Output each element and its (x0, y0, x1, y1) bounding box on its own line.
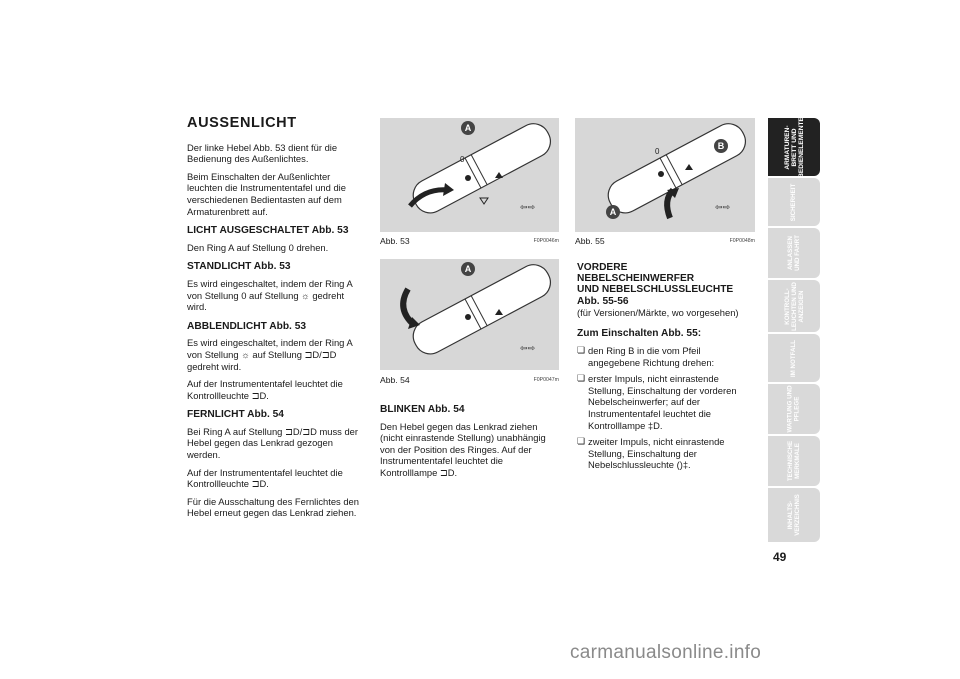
heading-abblendlicht: ABBLENDLICHT Abb. 53 (187, 320, 307, 332)
left-column (187, 115, 365, 525)
tab-technische-merkmale[interactable]: TECHNISCHE MERKMALE (768, 436, 820, 486)
figure-55-code: F0P0048m (729, 238, 755, 244)
svg-text:0: 0 (655, 147, 660, 156)
lever-illustration (575, 118, 755, 232)
intro-paragraph-1: Der linke Hebel Abb. 53 dient für die Bedienung des Außenlichtes. (187, 141, 338, 165)
tab-sicherheit[interactable]: SICHERHEIT (768, 178, 820, 226)
page-number: 49 (773, 550, 787, 564)
paragraph-blinken: Den Hebel gegen das Lenkrad ziehen (nicht einrastende Stellung) unabhängig von der Position des Ringes. Auf der Instrumententafel leuchtet die Kontrolllampe ⊐D. (380, 420, 546, 478)
heading-nebel-line-2: NEBELSCHEINWERFER (577, 273, 695, 285)
svg-text:0: 0 (460, 155, 465, 164)
heading-standlicht: STANDLICHT Abb. 53 (187, 261, 291, 273)
svg-text:A: A (464, 123, 472, 133)
list-item: ❏ erster Impuls, nicht einrastende Stellung, Einschaltung der vorderen Nebelscheinwerfer; auf der Instrumententafel leuchtet die Kontrolllampe ‡D. (577, 373, 755, 431)
tab-im-notfall[interactable]: IM NOTFALL (768, 334, 820, 382)
step-list (577, 345, 755, 471)
svg-text:A: A (464, 264, 472, 274)
heading-nebel-line-4: Abb. 55-56 (577, 295, 629, 307)
tab-wartung[interactable]: WARTUNG UND PFLEGE (768, 384, 820, 434)
intro-paragraph-2: Beim Einschalten der Außenlichter leuchten die Instrumententafel und die verschiedenen Bedientasten auf dem Armaturenbrett auf. (187, 170, 346, 217)
paragraph-licht-aus: Den Ring A auf Stellung 0 drehen. (187, 241, 329, 253)
figure-55-caption: Abb. 55 (575, 236, 605, 246)
figure-54-code: F0P0047m (533, 377, 559, 383)
list-item: ❏ den Ring B in die vom Pfeil angegebene Richtung drehen: (577, 345, 755, 368)
lever-illustration (380, 118, 559, 232)
paragraph-fernlicht-3: Für die Ausschaltung des Fernlichtes den Hebel erneut gegen das Lenkrad ziehen. (187, 495, 359, 519)
paragraph-fernlicht-1: Bei Ring A auf Stellung ⊐D/⊐D muss der Hebel gegen das Lenkrad gezogen werden. (187, 425, 358, 461)
figure-54-caption: Abb. 54 (380, 375, 410, 385)
svg-text:A: A (609, 207, 617, 217)
heading-blinken: BLINKEN Abb. 54 (380, 404, 465, 415)
lever-illustration (380, 259, 559, 370)
heading-nebel-line-3: UND NEBELSCHLUSSLEUCHTE (577, 284, 734, 296)
section-title: AUSSENLICHT (187, 115, 297, 131)
tab-kontrollleuchten[interactable]: KONTROLL- LEUCHTEN UND ANZEIGEN (768, 280, 820, 332)
watermark: carmanualsonline.info (570, 642, 762, 663)
list-item: ❏ zweiter Impuls, nicht einrastende Stellung, Einschaltung der Nebelschlussleuchte ()‡. (577, 436, 755, 471)
middle-column (380, 404, 560, 485)
figure-55 (575, 118, 755, 246)
heading-nebel-line-1: VORDERE (577, 262, 628, 273)
tab-inhaltsverzeichnis[interactable]: INHALTS- VERZEICHNIS (768, 488, 820, 542)
heading-fernlicht: FERNLICHT Abb. 54 (187, 409, 284, 421)
paragraph-abblendlicht-2: Auf der Instrumententafel leuchtet die Kontrollleuchte ⊐D. (187, 378, 343, 401)
right-column (577, 262, 755, 476)
figure-53-code: F0P0046m (533, 238, 559, 244)
svg-text:⇦⇨: ⇦⇨ (715, 203, 731, 213)
heading-einschalten: Zum Einschalten Abb. 55: (577, 328, 702, 340)
tab-armaturenbrett[interactable]: ARMATUREN- BRETT UND BEDIENELEMENTE (768, 118, 820, 176)
paragraph-nebel-versions: (für Versionen/Märkte, wo vorgesehen) (577, 306, 739, 318)
tab-anlassen[interactable]: ANLASSEN UND FAHRT (768, 228, 820, 278)
paragraph-abblendlicht-1: Es wird eingeschaltet, indem der Ring A von Stellung ☼ auf Stellung ⊐D/⊐D gedreht wird. (187, 337, 353, 372)
svg-text:⇦⇨: ⇦⇨ (520, 203, 536, 213)
heading-licht-aus: LICHT AUSGESCHALTET Abb. 53 (187, 225, 349, 237)
svg-text:⇦⇨: ⇦⇨ (520, 344, 536, 354)
paragraph-standlicht: Es wird eingeschaltet, indem der Ring A von Stellung 0 auf Stellung ☼ gedreht wird. (187, 277, 353, 313)
figure-53 (380, 118, 559, 246)
figure-54 (380, 259, 559, 385)
figure-53-caption: Abb. 53 (380, 236, 410, 246)
svg-text:B: B (717, 141, 725, 151)
paragraph-fernlicht-2: Auf der Instrumententafel leuchtet die Kontrollleuchte ⊐D. (187, 466, 343, 490)
